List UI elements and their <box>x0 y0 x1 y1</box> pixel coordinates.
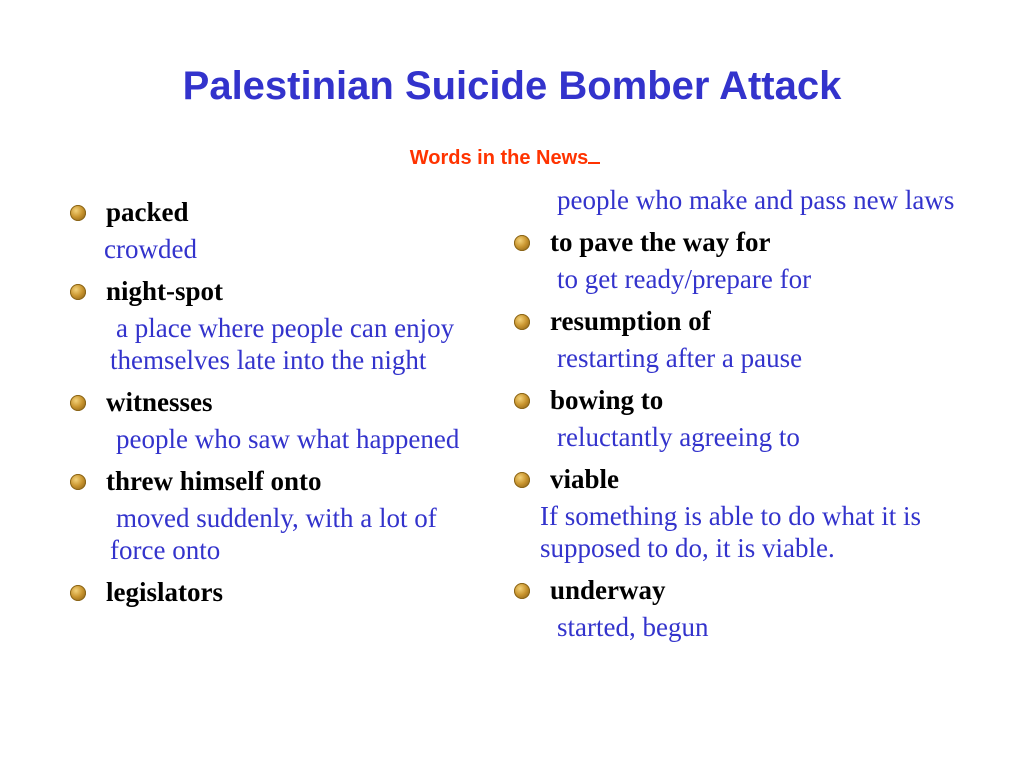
term-item <box>514 301 984 342</box>
bullet-icon <box>514 235 530 251</box>
bullet-icon <box>514 393 530 409</box>
bullet-icon <box>70 284 86 300</box>
term-label: witnesses <box>106 387 213 417</box>
continued-definition: people who make and pass new laws <box>557 185 955 215</box>
subtitle-text: Words in the News <box>409 147 589 169</box>
term-definition: crowded <box>104 234 197 264</box>
term-definition: moved suddenly, with a lot of force onto <box>110 503 437 565</box>
term-item <box>514 459 984 500</box>
term-label: threw himself onto <box>106 466 322 496</box>
term-item <box>514 570 984 611</box>
term-label: packed <box>106 197 189 227</box>
term-label: to pave the way for <box>550 227 771 257</box>
term-item <box>70 271 490 312</box>
bullet-icon <box>70 585 86 601</box>
term-item <box>514 222 984 263</box>
bullet-icon <box>70 205 86 221</box>
term-label: resumption of <box>550 306 711 336</box>
term-definition: to get ready/prepare for <box>557 264 812 294</box>
bullet-icon <box>514 472 530 488</box>
left-column <box>70 192 490 613</box>
term-definition: people who saw what happened <box>116 424 460 454</box>
term-label: underway <box>550 575 666 605</box>
term-label: bowing to <box>550 385 664 415</box>
term-item <box>70 192 490 233</box>
term-item <box>514 380 984 421</box>
term-definition: If something is able to do what it is supposed to do, it is viable. <box>540 501 921 563</box>
right-column <box>514 184 984 649</box>
bullet-icon <box>514 314 530 330</box>
slide-subtitle <box>0 146 1010 170</box>
bullet-icon <box>70 474 86 490</box>
term-label: night-spot <box>106 276 224 306</box>
term-item <box>70 572 490 613</box>
term-label: legislators <box>106 577 223 607</box>
subtitle-underline <box>588 146 600 164</box>
bullet-icon <box>514 583 530 599</box>
term-definition: restarting after a pause <box>557 343 803 373</box>
term-item <box>70 461 490 502</box>
term-definition: a place where people can enjoy themselves late into the night <box>110 313 455 375</box>
term-label: viable <box>550 464 620 494</box>
bullet-icon <box>70 395 86 411</box>
term-item <box>70 382 490 423</box>
term-definition: started, begun <box>557 612 709 642</box>
term-definition: reluctantly agreeing to <box>557 422 800 452</box>
slide-title: Palestinian Suicide Bomber Attack <box>182 64 842 108</box>
